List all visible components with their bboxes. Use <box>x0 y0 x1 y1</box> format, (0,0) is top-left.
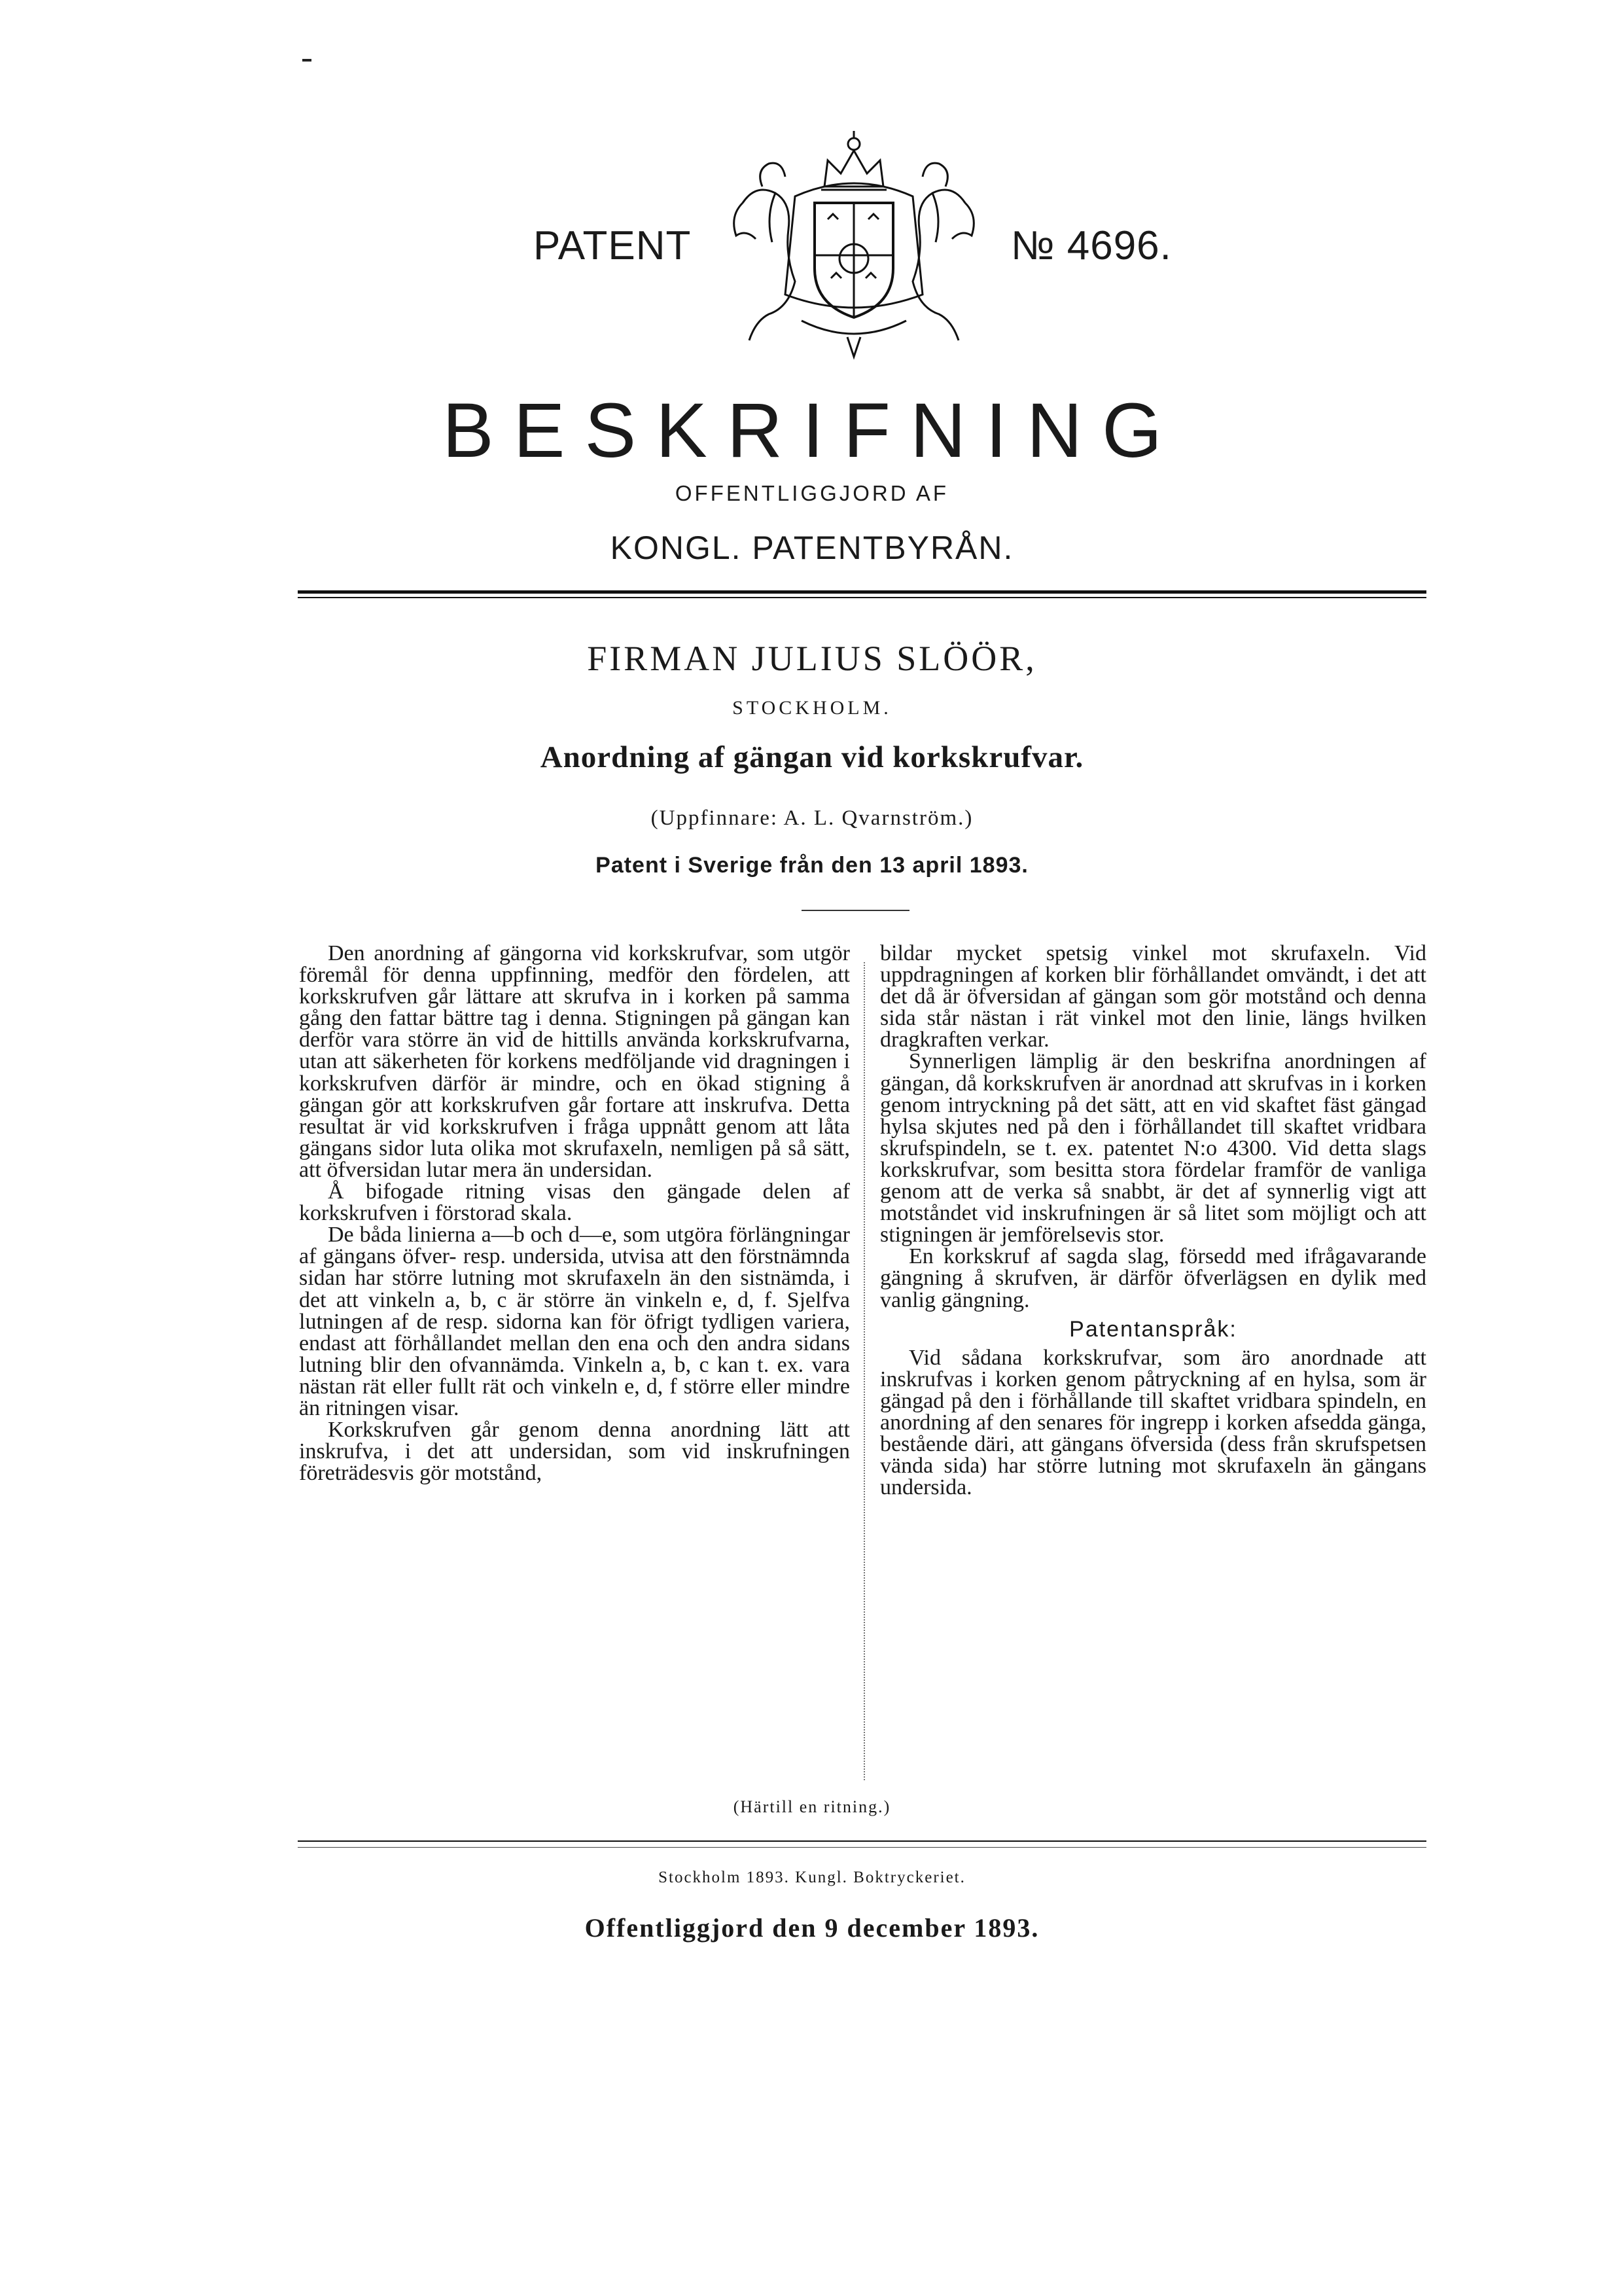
claims-text: Vid sådana korkskrufvar, som äro anordnade att inskrufvas i korken genom påtryckning af en hylsa, som är gängad på den i förhållande till skaftet vridbara spindeln, en anordning af den senares för ingrepp i korken afsedda gänga, bestående däri, att gängans öfversida (dess från skrufspetsen vända sida) har större lutning mot skrufaxeln än gängans undersida. <box>880 1345 1426 1500</box>
footer-rule-thin <box>298 1847 1426 1848</box>
column-divider <box>864 962 865 1780</box>
paragraph: Synnerligen lämplig är den beskrifna anordningen af gängan, då korkskrufven är anordnad att skrufvas in i korken genom intryckning på det sätt, att en vid skaftet fäst gängad hylsa skjutes ned på den i förhållandet till skaftet vridbara skrufspindeln, se t. ex. patentet N:o 4300. Vid detta slags korkskrufvar, som besitta stora fördelar framför de vanliga genom att de verka så snabbt, är det af synnerlig vigt att motståndet vid inskrufningen är så litet som möjligt och att stigningen är jemförelsevis stor. <box>880 1049 1426 1247</box>
header-rule-thin <box>298 597 1426 598</box>
invention-title: Anordning af gängan vid korkskrufvar. <box>540 740 1084 774</box>
patent-date: Patent i Sverige från den 13 april 1893. <box>595 853 1029 878</box>
publisher-line-1: OFFENTLIGGJORD AF <box>675 481 949 505</box>
inventor-city: STOCKHOLM. <box>732 697 892 719</box>
paragraph: Å bifogade ritning visas den gängade delen af korkskrufven i förstorad skala. <box>299 1179 850 1226</box>
header-rule-thick <box>298 590 1426 594</box>
inventor-name: FIRMAN JULIUS SLÖÖR, <box>587 639 1037 678</box>
claims-heading: Patentanspråk: <box>1069 1316 1237 1342</box>
published-date: Offentliggjord den 9 december 1893. <box>584 1913 1040 1943</box>
patent-number: № 4696. <box>1011 223 1172 268</box>
patent-label: PATENT <box>533 223 692 268</box>
section-divider <box>802 910 909 911</box>
footer-rule <box>298 1840 1426 1842</box>
paragraph: De båda linierna a—b och d—e, som utgöra förlängningar af gängans öfver- resp. undersida, utvisa att den förstnämnda sidan har större lutning mot skrufaxeln än den sistnämda, i det att vinkeln a, b, c är större än vinkeln e, d, f. Sjelfva lutningen af de resp. sidorna kan för öfrigt tydligen variera, endast att förhållandet mellan den ena och den andra sidans lutning blir den ofvannämda. Vinkeln a, b, c kan t. ex. vara nästan rät eller fullt rät och vinkeln e, d, f större eller mindre än ritningen visar. <box>299 1223 850 1420</box>
paragraph: Korkskrufven går genom denna anordning lätt att inskrufva, i det att undersidan, som vid inskrufningen företrädesvis gör motstånd, <box>299 1418 850 1486</box>
paragraph: En korkskruf af sagda slag, försedd med ifrågavarande gängning å skrufven, är därför öfverlägsen en dylik med vanlig gängning. <box>880 1244 1426 1312</box>
inventor-note: (Uppfinnare: A. L. Qvarnström.) <box>650 806 974 830</box>
paragraph: Den anordning af gängorna vid korkskrufvar, som utgör föremål för denna uppfinning, medför den fördelen, att korkskrufven går lättare att skrufva in i korken på samma gång den fattar bättre tag i denna. Stigningen på gängan kan derför vara större än vid de hittills använda korkskrufvarna, utan att säkerheten för korkens medföljande vid dragningen i korkskrufven därför är mindre, och en ökad stigning å gängan gör att korkskrufven går fortare att inskrufva. Detta resultat är vid korkskrufven i fråga uppnått genom att låta gängans sidor luta olika mot skrufaxeln, nemligen på så sätt, att öfversidan lutar mera än undersidan. <box>299 941 850 1182</box>
ink-speck <box>302 59 311 62</box>
swedish-coat-of-arms-icon <box>716 124 991 360</box>
right-column <box>880 942 1426 1498</box>
publisher-line-2: KONGL. PATENTBYRÅN. <box>610 529 1014 566</box>
drawing-note: (Härtill en ritning.) <box>733 1797 891 1816</box>
document-title: BESKRIFNING <box>442 387 1182 474</box>
printer-line: Stockholm 1893. Kungl. Boktryckeriet. <box>658 1869 966 1886</box>
paragraph: bildar mycket spetsig vinkel mot skrufaxeln. Vid uppdragningen af korken blir förhållandet omvändt, i det att det då är öfversidan af gängan som gör motstånd och denna sida står nästan i rät vinkel mot den linie, längs hvilken dragkraften verkar. <box>880 941 1426 1052</box>
left-column <box>299 942 850 1484</box>
